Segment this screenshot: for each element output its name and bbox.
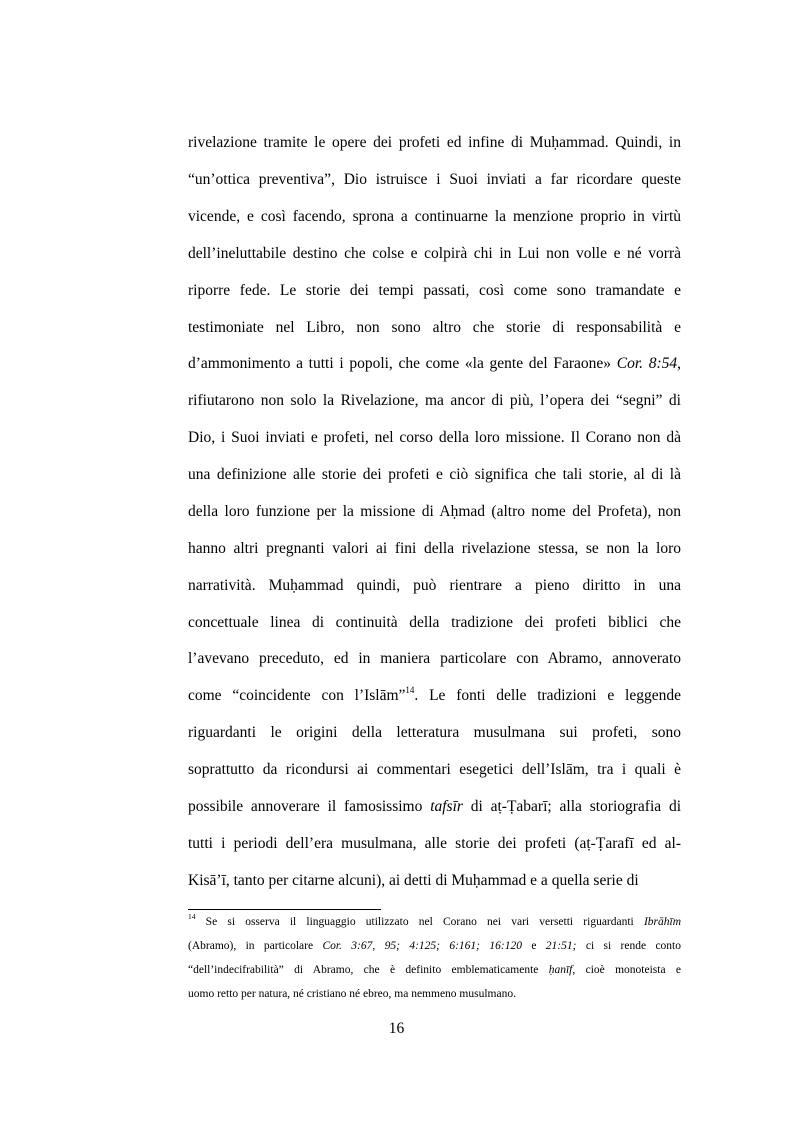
body-line-7-comma: , <box>677 355 681 372</box>
footnote-line-1 <box>188 914 681 930</box>
footnote-hanif: ḥanīf <box>548 964 573 976</box>
body-line-19-text-b: di aṭ-Ṭabarī; alla storiografia di <box>462 798 682 815</box>
footnote-references-b: 21:51; <box>545 940 577 952</box>
footnote-separator <box>188 909 381 910</box>
body-line-15: l’avevano preceduto, ed in maniera particolare con Abramo, annoverato <box>188 650 681 667</box>
body-line-21: Kisā’ī, tanto per citarne alcuni), ai detti di Muḥammad e a quella serie di <box>188 872 639 889</box>
body-line-5: riporre fede. Le storie dei tempi passati, così come sono tramandate e <box>188 282 681 299</box>
body-line-7-text: d’ammonimento a tutti i popoli, che come «la gente del Faraone» <box>188 355 617 372</box>
footnote-number: 14 <box>188 912 196 922</box>
body-line-6: testimoniate nel Libro, non sono altro che storie di responsabilità e <box>188 319 681 336</box>
body-line-2: “un’ottica preventiva”, Dio istruisce i Suoi inviati a far ricordare queste <box>188 171 681 188</box>
page-number: 16 <box>388 1020 405 1037</box>
footnote-line-4: uomo retto per natura, né cristiano né ebreo, ma nemmeno musulmano. <box>188 988 516 1000</box>
body-line-19 <box>188 797 681 817</box>
body-line-4: dell’ineluttabile destino che colse e colpirà chi in Lui non volle e né vorrà <box>188 245 681 262</box>
body-line-16-text-b: . Le fonti delle tradizioni e leggende <box>414 687 682 704</box>
body-line-8: rifiutarono non solo la Rivelazione, ma ancor di più, l’opera dei “segni” di <box>188 392 681 409</box>
body-line-11: della loro funzione per la missione di Aḥmad (altro nome del Profeta), non <box>188 503 681 520</box>
body-line-18: soprattutto da ricondursi ai commentari esegetici dell’Islām, tra i quali è <box>188 761 681 778</box>
body-line-14: concettuale linea di continuità della tradizione dei profeti biblici che <box>188 614 681 631</box>
tafsir-term: tafsīr <box>430 798 463 815</box>
body-line-16-text-a: come “coincidente con l’Islām” <box>188 687 406 704</box>
footnote-line-3 <box>188 962 681 978</box>
footnote-line-2-text-b: e <box>521 940 546 952</box>
footnote-line-3-text-a: “dell’indecifrabilità” di Abramo, che è definito emblematicamente <box>188 964 549 976</box>
footnote-reference[interactable]: 14 <box>405 684 415 695</box>
body-line-16 <box>188 686 681 706</box>
body-line-7 <box>188 354 681 374</box>
quran-reference: Cor. 8:54 <box>616 355 678 372</box>
body-line-17: riguardanti le origini della letteratura musulmana sui profeti, sono <box>188 724 681 741</box>
footnote-line-2-text-a: (Abramo), in particolare <box>188 940 323 952</box>
footnote-ibrahim: Ibrāhīm <box>643 916 681 928</box>
footnote-line-2 <box>188 938 681 954</box>
body-line-12: hanno altri pregnanti valori ai fini della rivelazione stessa, se non la loro <box>188 540 681 557</box>
footnote-line-1-text: Se si osserva il linguaggio utilizzato nel Corano nei vari versetti riguardanti <box>195 916 644 928</box>
body-line-1: rivelazione tramite le opere dei profeti ed infine di Muḥammad. Quindi, in <box>188 134 681 151</box>
footnote-references-a: Cor. 3:67, 95; 4:125; 6:161; 16:120 <box>322 940 522 952</box>
footnote-line-2-text-c: ci si rende conto <box>576 940 681 952</box>
body-line-20: tutti i periodi dell’era musulmana, alle storie dei profeti (aṭ-Ṭarafī ed al- <box>188 835 681 852</box>
body-line-13: narratività. Muḥammad quindi, può rientrare a pieno diritto in una <box>188 577 681 594</box>
footnote-line-3-text-b: , cioè monoteista e <box>572 964 681 976</box>
body-line-3: vicende, e così facendo, sprona a continuarne la menzione proprio in virtù <box>188 208 681 225</box>
body-line-9: Dio, i Suoi inviati e profeti, nel corso della loro missione. Il Corano non dà <box>188 429 681 446</box>
body-line-10: una definizione alle storie dei profeti e ciò significa che tali storie, al di là <box>188 466 681 483</box>
body-line-19-text-a: possibile annoverare il famosissimo <box>188 798 431 815</box>
